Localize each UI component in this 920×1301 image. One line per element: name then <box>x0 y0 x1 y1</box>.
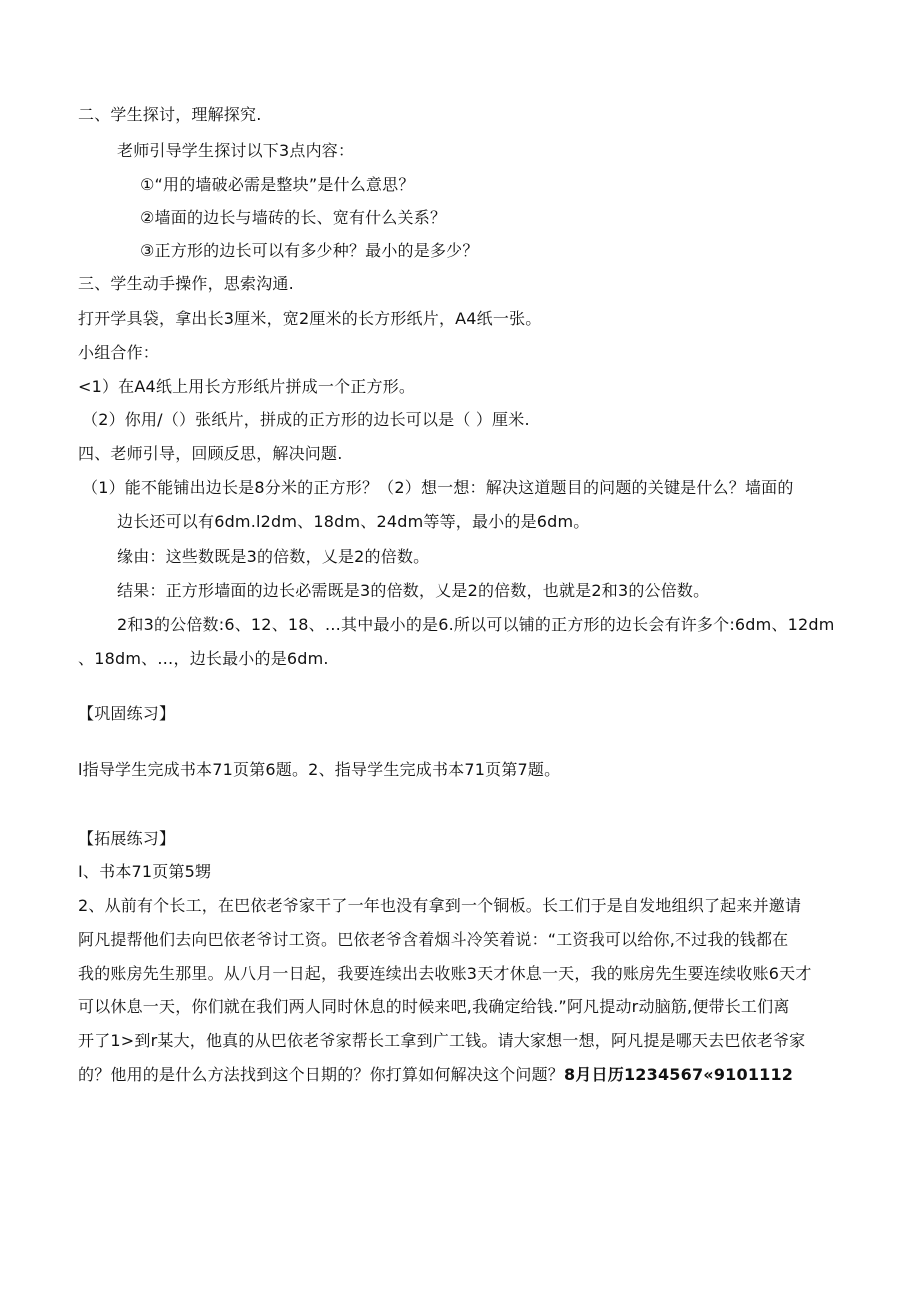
section4-line-1: （1）能不能铺出边长是8分米的正方形？（2）想一想：解决这道题目的问题的关键是什么？墙面的 <box>82 478 794 497</box>
section3-materials: 打开学具袋，拿出长3厘米，宽2厘米的长方形纸片，A4纸一张。 <box>78 309 542 328</box>
section2-intro: 老师引导学生探讨以下3点内容： <box>117 141 355 160</box>
calendar-label: 8月日历1234567«9101112 <box>564 1065 794 1084</box>
section4-heading: 四、老师引导，回顾反思，解决问题. <box>78 444 343 463</box>
section4-conclusion: 、18dm、…，边长最小的是6dm. <box>78 649 329 668</box>
extension-story-4: 可以休息一天，你们就在我们两人同时休息的时候来吧,我确定给钱.”阿凡提动r动脑筋,便带长工们离 <box>78 997 790 1016</box>
section2-heading: 二、学生探讨，理解探究. <box>78 105 262 124</box>
section4-line-2: 边长还可以有6dm.l2dm、18dm、24dm等等，最小的是6dm。 <box>117 512 590 531</box>
question-2: ②墙面的边长与墙砖的长、宽有什么关系？ <box>140 208 447 227</box>
extension-story-5: 开了1>到r某大，他真的从巴依老爷家帮长工拿到广工钱。请大家想一想，阿凡提是哪天去巴依老爷家 <box>78 1031 806 1050</box>
extension-heading: 【拓展练习】 <box>78 829 176 848</box>
question-3: ③正方形的边长可以有多少种？最小的是多少？ <box>140 241 479 260</box>
extension-question-text: 的？他用的是什么方法找到这个日期的？你打算如何解决这个问题？ <box>78 1065 565 1084</box>
extension-story-2: 阿凡提帮他们去向巴依老爷讨工资。巴依老爷含着烟斗冷笑着说：“工资我可以给你,不过我的钱都在 <box>78 930 789 949</box>
extension-story-3: 我的账房先生那里。从八月一日起，我要连续出去收账3天才休息一天，我的账房先生要连续收账6天才 <box>78 964 812 983</box>
section3-heading: 三、学生动手操作，思索沟通. <box>78 274 294 293</box>
extension-story-1: 2、从前有个长工，在巴依老爷家干了一年也没有拿到一个铜板。长工们于是自发地组织了起来并邀请 <box>78 896 802 915</box>
section3-step-1: <1）在A4纸上用长方形纸片拼成一个正方形。 <box>78 377 416 396</box>
question-1: ①“用的墙破必需是整块”是什么意思？ <box>140 175 415 194</box>
extension-line-1: I、书本71页第5甥 <box>78 862 212 881</box>
consolidation-line-1: l指导学生完成书本71页第6题。2、指导学生完成书本71页第7题。 <box>78 760 561 779</box>
section4-reason: 缘由：这些数既是3的倍数，乂是2的倍数。 <box>117 547 430 566</box>
section4-common-multiples: 2和3的公倍数:6、12、18、…其中最小的是6.所以可以铺的正方形的边长会有许多个:6dm、12dm <box>117 615 835 634</box>
extension-story-6 <box>78 1064 793 1086</box>
consolidation-heading: 【巩固练习】 <box>78 704 176 723</box>
section3-group-work: 小组合作： <box>78 343 160 362</box>
section4-result: 结果：正方形墙面的边长必需既是3的倍数，乂是2的倍数，也就是2和3的公倍数。 <box>117 581 710 600</box>
section3-step-2: （2）你用/（）张纸片，拼成的正方形的边长可以是（ ）厘米. <box>82 410 530 429</box>
